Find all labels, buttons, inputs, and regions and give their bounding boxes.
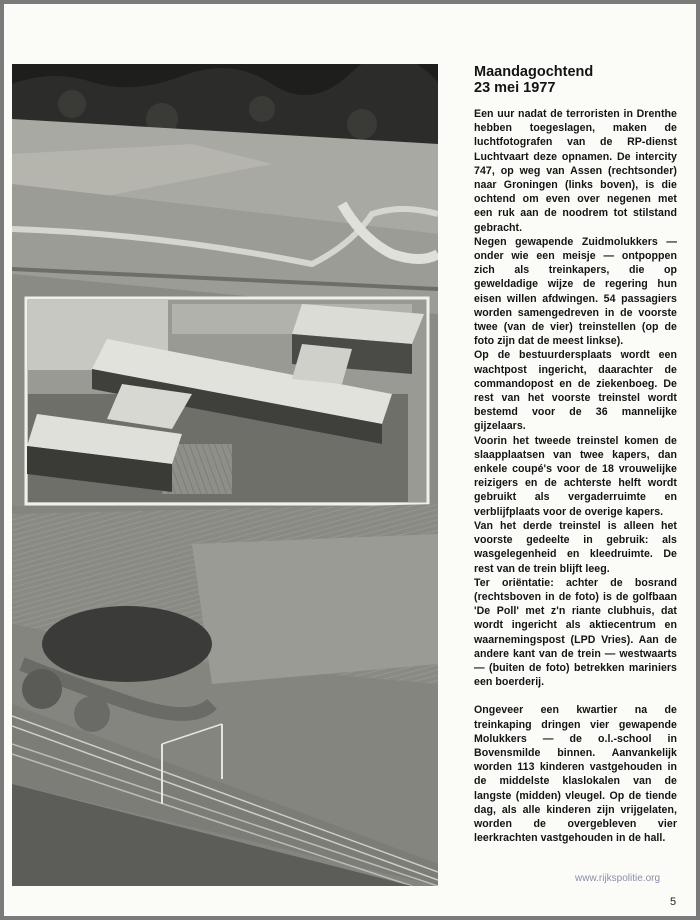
aerial-photo-graphic	[12, 64, 438, 886]
heading-line-2: 23 mei 1977	[474, 80, 556, 96]
watermark: www.rijkspolitie.org	[575, 873, 661, 884]
paragraph-4: Voorin het tweede treinstel komen de slaapplaatsen van twee kapers, dan enkele coupé's voor de 18 vrouwelijke reizigers en de achterste helft wordt gebruikt als vergaderruimte en verblijfplaats voor de overige kapers.	[474, 434, 677, 518]
magazine-page	[4, 4, 696, 916]
aerial-photo	[12, 64, 438, 886]
paragraph-7: Ongeveer een kwartier na de treinkaping dringen vier gewapende Molukkers — de o.l.-school in Bovensmilde binnen. Aanvankelijk worden 113 kinderen vastgehouden in de middelste klaslokalen van de langste (midden) vleugel. Op de tiende dag, als alle kinderen zijn vrijgelaten, worden de overgebleven vier leerkrachten vastgehouden in de hall.	[474, 704, 677, 845]
paragraph-2: Negen gewapende Zuidmolukkers — onder wie een meisje — ontpoppen zich als treinkapers, die op geweldadige wijze de regering hun eisen willen afdwingen. 54 passagiers worden samengedreven in de voorste twee (van de vier) treinstellen (op de foto zijn dat de meest linkse).	[474, 235, 677, 348]
article-heading	[474, 64, 677, 96]
paragraph-5: Van het derde treinstel is alleen het voorste gedeelte in gebruik: als wasgelegenheid en kleedruimte. De rest van de trein blijft leeg.	[474, 519, 677, 575]
page-number: 5	[670, 896, 677, 908]
paragraph-3: Op de bestuurdersplaats wordt een wachtpost ingericht, daarachter de commandopost en de ziekenboeg. De rest van het voorste treinstel wordt bestemd voor de 36 mannelijke gijzelaars.	[474, 349, 677, 433]
paragraph-1: Een uur nadat de terroristen in Drenthe hebben toegeslagen, maken de luchtfotografen van de RP-dienst Luchtvaart deze opnamen. De intercity 747, op weg van Assen (rechtsonder) naar Groningen (links boven), is die ochtend om even over negenen met een ruk aan de noodrem tot stilstand gebracht.	[474, 108, 677, 234]
paragraph-6: Ter oriëntatie: achter de bosrand (rechtsboven in de foto) is de golfbaan 'De Poll' met z'n riante clubhuis, dat wordt ingericht als aktiecentrum en waarnemingspost (LPD Vries). Aan de andere kant van de trein — westwaarts — (buiten de foto) betrekken mariniers een boerderij.	[474, 576, 677, 689]
heading-line-1: Maandagochtend	[474, 64, 594, 80]
article-column	[474, 64, 677, 845]
